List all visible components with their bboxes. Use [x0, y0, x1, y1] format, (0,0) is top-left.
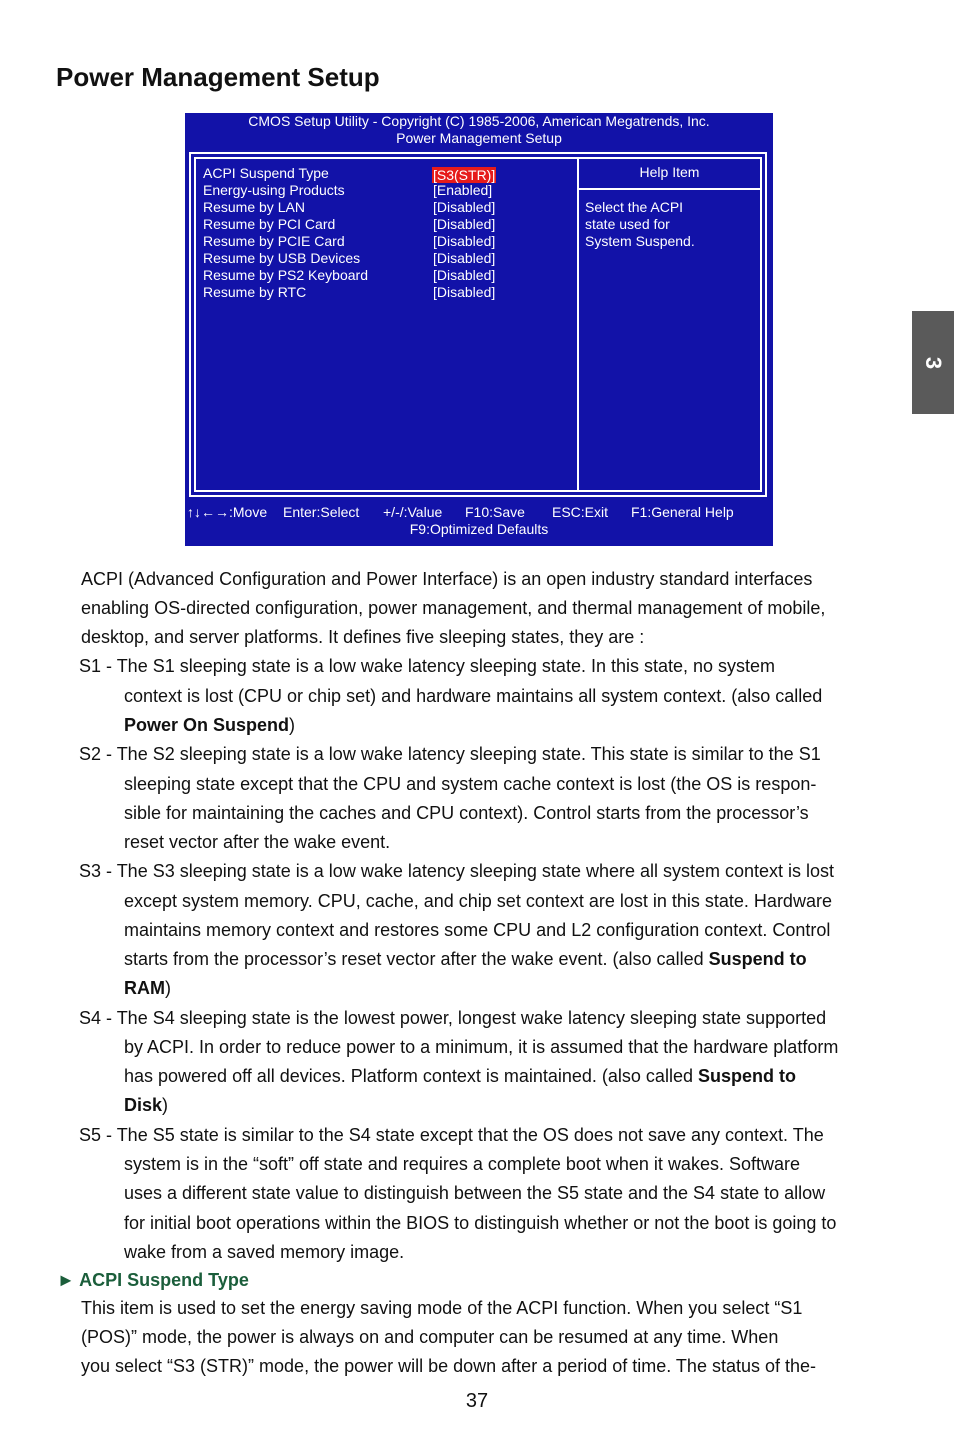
s2-line: S2 - The S2 sleeping state is a low wake latency sleeping state. This state is similar to the S1	[79, 744, 821, 764]
bios-item-value-selected[interactable]: [S3(STR)]	[433, 167, 496, 183]
s3-term: RAM	[124, 978, 165, 998]
bios-item-label: Resume by RTC	[203, 284, 307, 300]
s5-line: for initial boot operations within the BIOS to distinguish whether or not the boot is going to	[124, 1213, 837, 1233]
help-panel-title: Help Item	[639, 164, 700, 180]
bios-key-legend	[185, 504, 773, 538]
page-title: Power Management Setup	[56, 62, 380, 92]
bios-item-label: Resume by USB Devices	[203, 250, 361, 266]
bios-item-value[interactable]: [Enabled]	[433, 182, 493, 198]
s4-term: Disk	[124, 1095, 163, 1115]
help-panel-text	[585, 199, 695, 250]
bios-main-frame	[189, 152, 767, 497]
help-line: Select the ACPI	[585, 199, 684, 215]
s2-line: reset vector after the wake event.	[124, 832, 391, 852]
key-hint-exit: ESC:Exit	[552, 504, 609, 520]
bios-item-label: Energy-using Products	[203, 182, 345, 198]
section-text-line: you select “S3 (STR)” mode, the power will be down after a period of time. The status of the-	[81, 1356, 817, 1376]
s2-line: sleeping state except that the CPU and system cache context is lost (the OS is respon-	[124, 774, 817, 794]
bios-item-label: Resume by LAN	[203, 199, 305, 215]
s3-line: maintains memory context and restores some CPU and L2 configuration context. Control	[124, 920, 831, 940]
bios-item-label: ACPI Suspend Type	[203, 165, 329, 181]
s3-line: S3 - The S3 sleeping state is a low wake latency sleeping state where all system context is lost	[79, 861, 835, 881]
help-line: System Suspend.	[585, 233, 695, 249]
key-hint-value: +/-/:Value	[383, 504, 443, 520]
s4-line-last: Disk)	[124, 1095, 169, 1115]
intro-line: ACPI (Advanced Configuration and Power Interface) is an open industry standard interfaces	[81, 569, 813, 589]
s4-line: S4 - The S4 sleeping state is the lowest power, longest wake latency sleeping state supported	[79, 1008, 827, 1028]
s4-term: Suspend to	[697, 1066, 796, 1086]
section-heading-acpi-suspend-type: ► ACPI Suspend Type	[57, 1270, 249, 1290]
bios-panel-divider	[577, 159, 579, 490]
s5-line: wake from a saved memory image.	[124, 1242, 405, 1262]
s5-line: system is in the “soft” off state and requires a complete boot when it wakes. Software	[124, 1154, 800, 1174]
s4-line: has powered off all devices. Platform context is maintained. (also called Suspend to	[124, 1066, 796, 1086]
key-hint-save: F10:Save	[465, 504, 525, 520]
bios-inner-frame	[194, 157, 762, 492]
bios-item-label: Resume by PCI Card	[203, 216, 336, 232]
help-panel-separator	[579, 188, 760, 190]
s1-line: context is lost (CPU or chip set) and hardware maintains all system context. (also called	[124, 686, 823, 706]
bios-item-value[interactable]: [Disabled]	[433, 233, 496, 249]
s3-line: starts from the processor’s reset vector after the wake event. (also called Suspend to	[124, 949, 807, 969]
key-hint-move: ↑↓←→:Move	[187, 504, 268, 520]
section-text-line: (POS)” mode, the power is always on and computer can be resumed at any time. When	[81, 1327, 779, 1347]
s4-line: by ACPI. In order to reduce power to a minimum, it is assumed that the hardware platform	[124, 1037, 839, 1057]
bios-item-value[interactable]: [Disabled]	[433, 199, 496, 215]
bios-item-value[interactable]: [Disabled]	[433, 284, 496, 300]
key-hint-select: Enter:Select	[283, 504, 360, 520]
bios-copyright: CMOS Setup Utility - Copyright (C) 1985-2006, American Megatrends, Inc.	[248, 113, 710, 129]
s2-line: sible for maintaining the caches and CPU context). Control starts from the processor’s	[124, 803, 809, 823]
chapter-tab	[912, 311, 954, 414]
s3-term: Suspend to	[708, 949, 807, 969]
intro-line: desktop, and server platforms. It defines five sleeping states, they are :	[81, 627, 645, 647]
s3-line: except system memory. CPU, cache, and chip set context are lost in this state. Hardware	[124, 891, 832, 911]
key-hint-defaults: F9:Optimized Defaults	[409, 521, 549, 537]
section-text-line: This item is used to set the energy saving mode of the ACPI function. When you select “S1	[81, 1298, 803, 1318]
page-number: 37	[465, 1390, 489, 1412]
chapter-number: 3	[921, 356, 946, 369]
intro-line: enabling OS-directed configuration, power management, and thermal management of mobile,	[81, 598, 826, 618]
bios-screen-title: Power Management Setup	[396, 130, 562, 146]
help-line: state used for	[585, 216, 670, 232]
s1-line-last: Power On Suspend)	[124, 715, 296, 735]
bios-item-value[interactable]: [Disabled]	[433, 250, 496, 266]
key-hint-help: F1:General Help	[631, 504, 734, 520]
s3-line-last: RAM)	[124, 978, 171, 998]
bios-item-label: Resume by PS2 Keyboard	[203, 267, 368, 283]
s5-line: S5 - The S5 state is similar to the S4 state except that the OS does not save any context. The	[79, 1125, 824, 1145]
bios-screenshot	[185, 113, 773, 546]
bios-item-value[interactable]: [Disabled]	[433, 267, 496, 283]
s1-term: Power On Suspend	[124, 715, 290, 735]
s5-line: uses a different state value to distinguish between the S5 state and the S4 state to allow	[124, 1183, 826, 1203]
bios-item-label: Resume by PCIE Card	[203, 233, 345, 249]
bios-item-value[interactable]: [Disabled]	[433, 216, 496, 232]
s1-line: S1 - The S1 sleeping state is a low wake latency sleeping state. In this state, no system	[79, 656, 776, 676]
bios-header	[185, 113, 773, 147]
